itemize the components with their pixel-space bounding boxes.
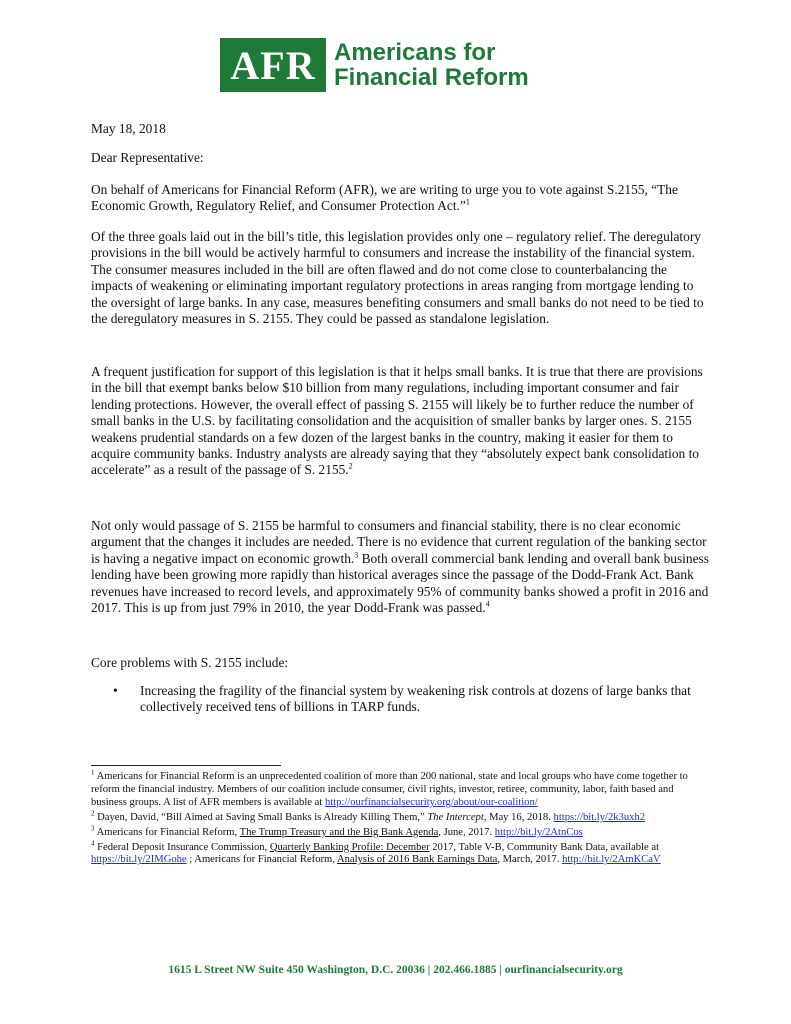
footnote-2-link[interactable]: https://bit.ly/2k3uxh2 (553, 811, 646, 823)
footer-address: 1615 L Street NW Suite 450 Washington, D.C. 20036 | 202.466.1885 | ourfinancialsecurity.org (168, 964, 623, 976)
footnote-3-title: The Trump Treasury and the Big Bank Agenda (239, 826, 439, 838)
footnote-2-date: , May 16, 2018. (483, 811, 554, 823)
footnote-1 (91, 768, 710, 810)
footnote-4-mid-2: ; Americans for Financial Reform, (186, 854, 337, 866)
paragraph-1-text: On behalf of Americans for Financial Reform (AFR), we are writing to urge you to vote against S.2155, “The Economic Growth, Regulatory Relief, and Consumer Protection Act.” (91, 182, 678, 214)
footnote-4-title: Quarterly Banking Profile: December (269, 841, 430, 853)
paragraph-4-text-a: Not only would passage of S. 2155 be harmful to consumers and financial stability, there is no clear economic argument that the changes it includes are needed. There is no evidence that current regulation of the banking sector is having a negative impact on economic growth. (91, 518, 707, 566)
footnote-ref-4[interactable]: 4 (485, 599, 490, 609)
footnote-3 (91, 824, 710, 840)
letter-date: May 18, 2018 (91, 121, 166, 136)
footnote-divider (91, 765, 281, 766)
paragraph-5: Core problems with S. 2155 include: (91, 655, 289, 670)
footnote-3-number: 3 (91, 824, 95, 833)
footnote-3-link[interactable]: http://bit.ly/2AtnCos (494, 826, 583, 838)
logo-name-line2: Financial Reform (334, 64, 529, 91)
footnote-1-link[interactable]: http://ourfinancialsecurity.org/about/our-coalition/ (324, 796, 538, 808)
paragraph-4-text-b: Both overall commercial bank lending and overall bank business lending have been growing more rapidly than historical averages since the passage of the Dodd-Frank Act. Bank revenues have increased to record levels, and approximately 95% of community banks showed a profit in 2016 and 2017. This is up from just 79% in 2010, the year Dodd-Frank was passed. (91, 550, 709, 616)
footnote-4-title-2: Analysis of 2016 Bank Earnings Data (336, 854, 498, 866)
paragraph-4 (91, 518, 710, 616)
footnote-2-source: The Intercept (427, 811, 484, 823)
logo-mark: AFR (220, 38, 326, 92)
paragraph-1 (91, 182, 710, 215)
footnote-ref-2[interactable]: 2 (348, 461, 353, 471)
footnote-4 (91, 839, 710, 868)
footnote-3-text: Americans for Financial Reform, (94, 826, 240, 838)
footnote-2-text: Dayen, David, “Bill Aimed at Saving Small Banks is Already Killing Them,” (94, 811, 428, 823)
footnote-4-number: 4 (91, 839, 95, 847)
bullet-item-1 (113, 683, 703, 716)
footnote-4-link-1[interactable]: https://bit.ly/2IMGohe (91, 854, 187, 866)
footnote-1-text: Americans for Financial Reform is an unprecedented coalition of more than 200 national, state and local groups who have come together to reform the financial industry. Members of our coalition include consumer, civil rights, investor, retiree, community, labor, faith based and business groups. A list of AFR members is available at (91, 771, 688, 808)
footnote-4-end: , March, 2017. (497, 854, 563, 866)
footnotes (91, 768, 710, 869)
bullet-icon: • (113, 683, 118, 698)
footnote-1-number: 1 (91, 768, 95, 777)
footnote-ref-1[interactable]: 1 (465, 197, 470, 207)
paragraph-2: Of the three goals laid out in the bill’s title, this legislation provides only one – regulatory relief. The deregulatory provisions in the bill would be actively harmful to consumers and increase the instability of the financial system. The consumer measures included in the bill are often flawed and do not come close to counterbalancing the impacts of weakening or eliminating important regulatory protections in areas ranging from mortgage lending to the oversight of large banks. In any case, measures benefiting consumers and small banks do not need to be tied to the deregulatory measures in S. 2155. They could be passed as standalone legislation. (91, 229, 704, 327)
footnote-ref-3[interactable]: 3 (354, 550, 359, 560)
footnote-4-text: Federal Deposit Insurance Commission, (94, 841, 270, 853)
footnote-2-number: 2 (91, 809, 95, 818)
paragraph-3-text: A frequent justification for support of this legislation is that it helps small banks. It is true that there are provisions in the bill that exempt banks below $10 billion from many regulations, including important consumer and fair lending protections. However, the overall effect of passing S. 2155 will likely be to further reduce the number of small banks in the U.S. by facilitating consolidation and the acquisition of smaller banks by larger ones. S. 2155 weakens prudential standards on a few dozen of the largest banks in the country, making it easier for them to acquire community banks. Industry analysts are already saying that they “absolutely expect bank consolidation to accelerate” as a result of the passage of S. 2155. (91, 364, 703, 478)
afr-logo (220, 38, 529, 92)
footnote-3-date: , June, 2017. (438, 826, 495, 838)
footnote-4-mid: 2017, Table V-B, Community Bank Data, available at (429, 841, 660, 853)
logo-name (334, 40, 529, 90)
salutation: Dear Representative: (91, 150, 204, 165)
paragraph-3 (91, 364, 710, 479)
bullet-text-1: Increasing the fragility of the financial system by weakening risk controls at dozens of large banks that collectively received tens of billions in TARP funds. (140, 683, 691, 715)
footnote-4-link-2[interactable]: http://bit.ly/2AmKCaV (562, 854, 661, 866)
logo-name-line1: Americans for (334, 39, 496, 66)
footnote-2 (91, 809, 710, 825)
